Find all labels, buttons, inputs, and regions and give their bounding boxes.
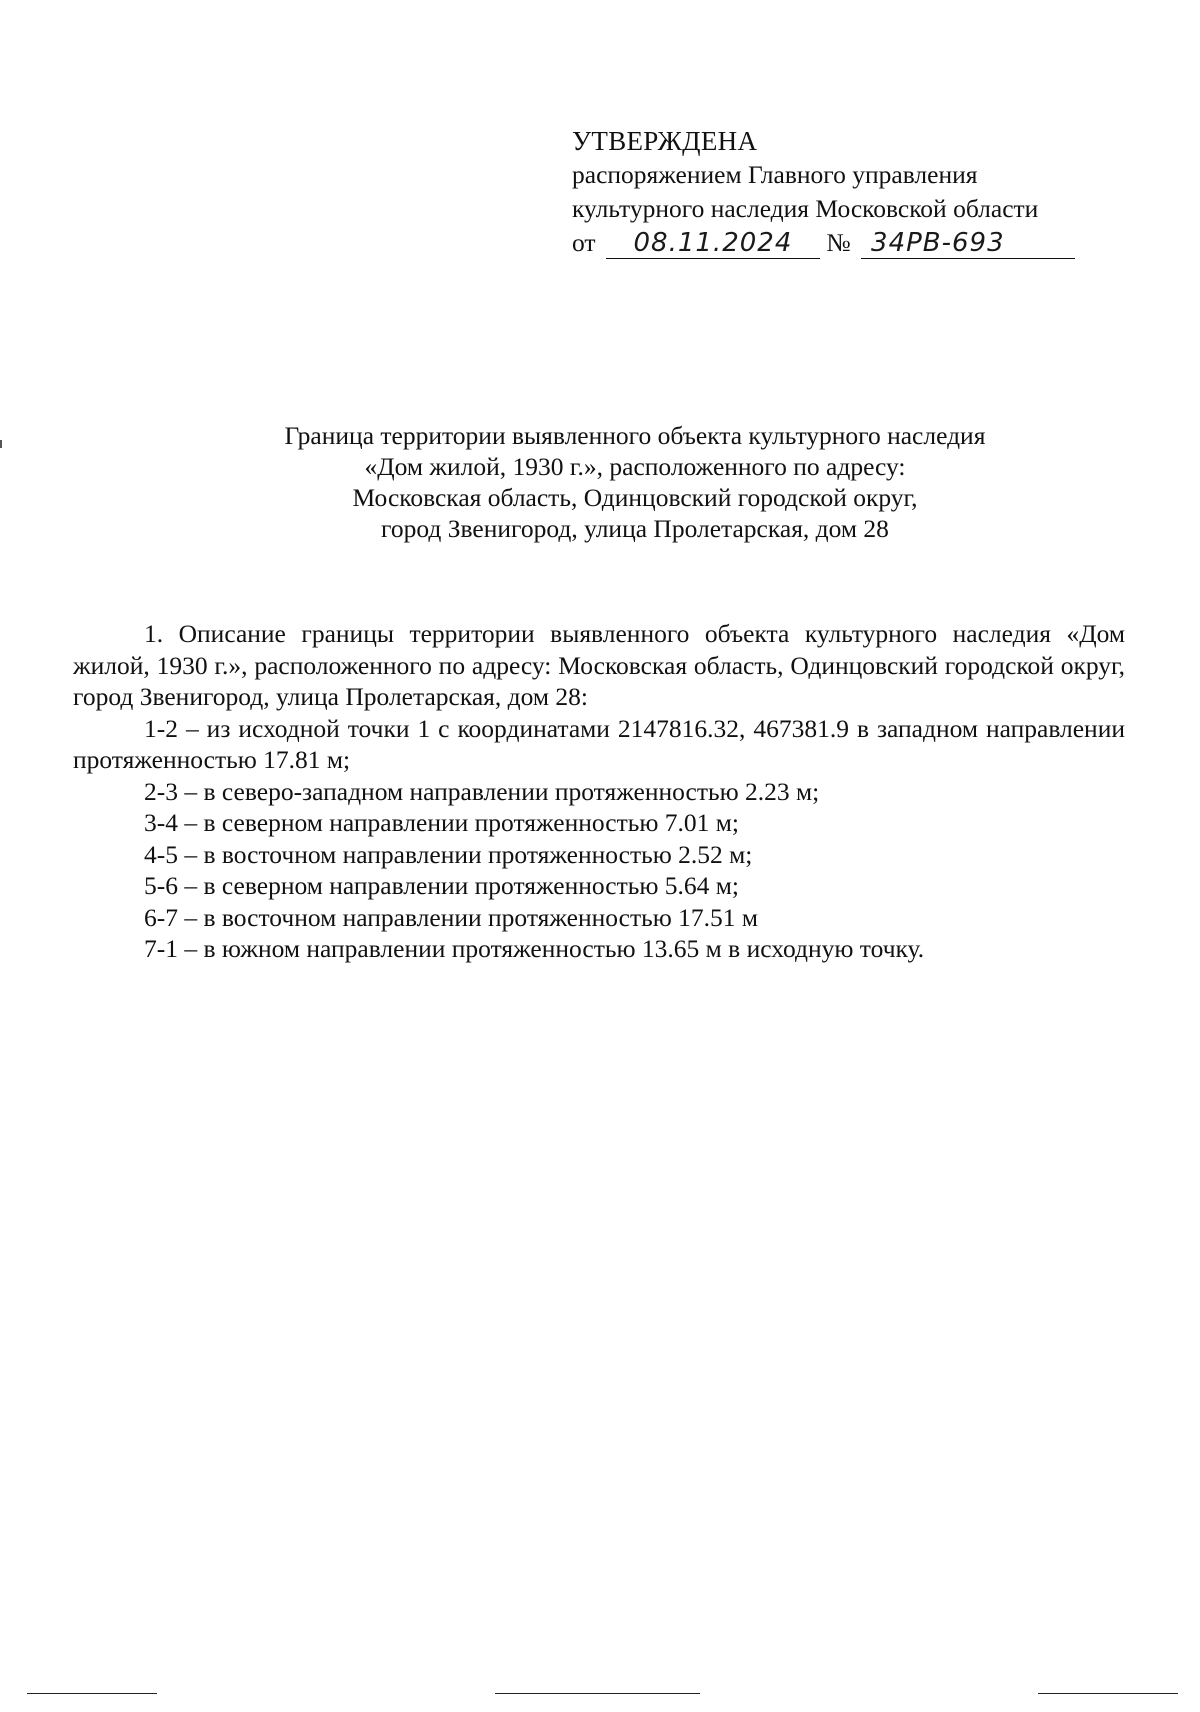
segment-3-4: 3-4 – в северном направлении протяженностью 7.01 м; xyxy=(144,808,740,837)
approval-line-1: распоряжением Главного управления xyxy=(572,160,978,189)
segment-6-7: 6-7 – в восточном направлении протяженностью 17.51 м xyxy=(144,902,759,932)
heading-line-1: Граница территории выявленного объекта культурного наследия xyxy=(284,421,986,450)
segment-7-1: 7-1 – в южном направлении протяженностью 13.65 м в исходную точку. xyxy=(144,934,925,963)
handwritten-date: 08.11.2024 xyxy=(606,228,820,259)
heading-line-4: город Звенигород, улица Пролетарская, дом 28 xyxy=(381,514,889,543)
segment-4-5: 4-5 – в восточном направлении протяженностью 2.52 м; xyxy=(144,839,753,869)
footer-rule-left xyxy=(27,1693,157,1694)
date-prefix: от xyxy=(572,228,596,257)
heading-line-2: «Дом жилой, 1930 г.», расположенного по адресу: xyxy=(364,452,906,481)
approval-title: УТВЕРЖДЕНА xyxy=(572,126,758,156)
segment-2-3: 2-3 – в северо-западном направлении протяженностью 2.23 м; xyxy=(144,776,820,806)
intro-paragraph: 1. Описание границы территории выявленного объекта культурного наследия «Дом жилой, 1930 г.», расположенного по адресу: Московская область, Одинцовский городской округ, город Звенигород, улица Пролетарская, дом 28: xyxy=(73,619,1125,711)
approval-block xyxy=(572,124,1092,260)
footer-rule-right xyxy=(1038,1693,1178,1694)
document-heading xyxy=(120,420,1150,544)
approval-date-number-line xyxy=(572,226,1092,260)
handwritten-number: 34РВ-693 xyxy=(861,228,1075,259)
footer-rule-center xyxy=(495,1693,700,1694)
approval-line-2: культурного наследия Московской области xyxy=(572,194,1039,223)
number-prefix: № xyxy=(826,228,851,257)
segment-5-6: 5-6 – в северном направлении протяженностью 5.64 м; xyxy=(144,871,740,900)
segment-1-2: 1-2 – из исходной точки 1 с координатами 2147816.32, 467381.9 в западном направлении протяженностью 17.81 м; xyxy=(73,713,1125,774)
scan-margin-mark xyxy=(0,440,2,448)
heading-line-3: Московская область, Одинцовский городской округ, xyxy=(352,483,918,512)
boundary-description xyxy=(73,618,1125,965)
